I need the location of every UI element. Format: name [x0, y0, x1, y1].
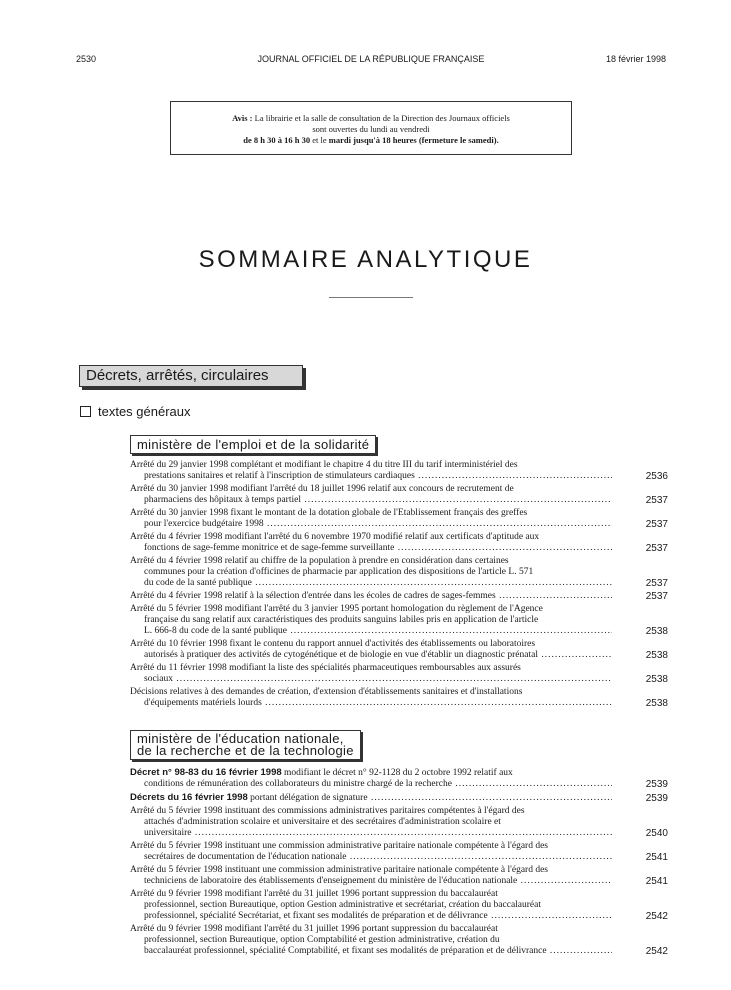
entry-first-line-text: Arrêté du 5 février 1998 instituant une commission administrative paritaire nationale compétente à l'égard des [130, 865, 548, 875]
entry-last-line-text: du code de la santé publique [144, 578, 252, 588]
entry-first-line [130, 639, 612, 650]
summary-entry[interactable] [130, 889, 668, 922]
notice-tuesday: mardi jusqu'à 18 heures (fermeture le samedi). [328, 135, 499, 145]
entry-last-line-text: pour l'exercice budgétaire 1998 [144, 519, 264, 529]
notice-box [170, 101, 572, 155]
entry-first-line-text: Arrêté du 10 février 1998 fixant le contenu du rapport annuel d'activités des établissements ou laboratoires [130, 639, 536, 649]
entry-last-line [130, 779, 612, 790]
entry-text [130, 792, 612, 804]
entry-list-education [130, 767, 668, 959]
entry-text [130, 604, 612, 637]
entry-text [130, 460, 612, 482]
ministry-heading-emploi [130, 435, 376, 454]
entry-last-line [130, 946, 612, 957]
entry-bold-title: Décrets du 16 février 1998 [130, 792, 248, 803]
summary-entry[interactable] [130, 924, 668, 957]
entry-last-line-text: pharmaciens des hôpitaux à temps partiel [144, 495, 301, 505]
checkbox-square-icon [80, 406, 91, 417]
entry-last-line-text: universitaire [144, 828, 192, 838]
page-title: SOMMAIRE ANALYTIQUE [198, 246, 533, 273]
entry-page-number: 2542 [645, 946, 668, 957]
entry-first-line [130, 484, 612, 495]
entry-last-line [130, 876, 612, 887]
entry-first-line-text: Arrêté du 5 février 1998 instituant des commissions administratives paritaires compétentes à l'égard des [130, 806, 525, 816]
entry-page-number: 2536 [645, 471, 668, 482]
entry-text [130, 767, 612, 790]
entry-last-line [130, 828, 612, 839]
entry-page-number: 2539 [645, 793, 668, 804]
entry-page-number: 2538 [645, 674, 668, 685]
entry-last-line-text: professionnel, spécialité Secrétariat, et fixant ses modalités de préparation et de délivrance [144, 911, 488, 921]
summary-entry[interactable] [130, 792, 668, 804]
entry-last-line [130, 911, 612, 922]
ministry-name-line-2: de la recherche et de la technologie [137, 743, 354, 758]
entry-text [130, 663, 612, 685]
summary-entry[interactable] [130, 484, 668, 506]
journal-title: JOURNAL OFFICIEL DE LA RÉPUBLIQUE FRANÇAISE [257, 54, 485, 64]
ministry-heading-education [130, 730, 361, 760]
entry-text [130, 556, 612, 589]
entry-first-line [130, 806, 612, 817]
entry-last-line [130, 495, 612, 506]
entry-text [130, 865, 612, 887]
subsection-heading [80, 404, 191, 419]
ministry-name-line-1: ministère de l'éducation nationale, [137, 731, 344, 746]
entry-page-number: 2539 [645, 779, 668, 790]
entry-line-text: portant délégation de signature [247, 793, 368, 803]
entry-page-number: 2540 [645, 828, 668, 839]
entry-last-line-text: L. 666-8 du code de la santé publique [144, 626, 287, 636]
entry-page-number: 2537 [645, 495, 668, 506]
entry-first-line [130, 604, 612, 615]
summary-entry[interactable] [130, 591, 668, 602]
entry-first-line [130, 767, 612, 779]
entry-first-line [130, 865, 612, 876]
notice-connector: et le [312, 135, 327, 145]
entry-last-line-text: techniciens de laboratoire des établissements d'enseignement du ministère de l'éducation nationale [144, 876, 518, 886]
summary-entry[interactable] [130, 841, 668, 863]
summary-entry[interactable] [130, 639, 668, 661]
entry-continuation-line: attachés d'administration scolaire et universitaire et des secrétaires d'administration scolaire et [144, 817, 501, 827]
summary-entry[interactable] [130, 687, 668, 709]
entry-page-number: 2542 [645, 911, 668, 922]
entry-page-number: 2538 [645, 626, 668, 637]
entry-last-line [130, 543, 612, 554]
page-header [76, 54, 666, 68]
summary-entry[interactable] [130, 663, 668, 685]
entry-bold-title: Décret n° 98-83 du 16 février 1998 [130, 767, 282, 778]
entry-last-line [130, 626, 612, 637]
entry-continuation-line: française du sang relatif aux caractéristiques des produits sanguins labiles pris en application de l'article [144, 615, 539, 625]
subsection-label: textes généraux [98, 404, 191, 419]
entry-page-number: 2537 [645, 578, 668, 589]
entry-first-line [130, 508, 612, 519]
entry-last-line [130, 674, 612, 685]
entry-first-line-text: Arrêté du 4 février 1998 relatif au chiffre de la population à prendre en considération dans certaines [130, 556, 509, 566]
entry-text [130, 639, 612, 661]
entry-last-line [130, 578, 612, 589]
entry-first-line-text: Arrêté du 9 février 1998 modifiant l'arrêté du 31 juillet 1996 portant suppression du baccalauréat [130, 924, 498, 934]
entry-line [130, 792, 612, 804]
entry-line [130, 591, 612, 602]
entry-continuation-line: professionnel, section Bureautique, option Gestion administrative et secrétariat, création du baccalauréat [144, 900, 542, 910]
entry-page-number: 2537 [645, 591, 668, 602]
entry-first-line [130, 889, 612, 900]
entry-first-line-text: Arrêté du 11 février 1998 modifiant la liste des spécialités pharmaceutiques remboursables aux assurés [130, 663, 521, 673]
entry-first-line [130, 460, 612, 471]
title-divider [329, 297, 413, 298]
entry-text [130, 591, 612, 602]
entry-last-line-text: prestations sanitaires et relatif à l'inscription de stimulateurs cardiaques [144, 471, 415, 481]
entry-text [130, 484, 612, 506]
notice-label: Avis : [232, 113, 253, 123]
entry-first-line-text: Arrêté du 30 janvier 1998 fixant le montant de la dotation globale de l'Etablissement français des greffes [130, 508, 528, 518]
entry-page-number: 2537 [645, 543, 668, 554]
entry-text [130, 532, 612, 554]
summary-entry[interactable] [130, 532, 668, 554]
entry-first-line [130, 841, 612, 852]
category-heading: Décrets, arrêtés, circulaires [79, 365, 303, 387]
entry-text [130, 687, 612, 709]
summary-entry[interactable] [130, 556, 668, 589]
entry-text [130, 806, 612, 839]
entry-last-line-text: d'équipements matériels lourds [144, 698, 262, 708]
entry-first-line-text: Décisions relatives à des demandes de création, d'extension d'établissements sanitaires et d'installations [130, 687, 523, 697]
entry-continuation-line: communes pour la création d'officines de pharmacie par application des dispositions de l'article L. 571 [144, 567, 534, 577]
page-number: 2530 [76, 54, 97, 64]
entry-last-line-text: baccalauréat professionnel, spécialité Comptabilité, et fixant ses modalités de préparation et de délivrance [144, 946, 547, 956]
entry-first-line-text: Arrêté du 4 février 1998 modifiant l'arrêté du 6 novembre 1970 modifié relatif aux certificats d'aptitude aux [130, 532, 540, 542]
entry-last-line [130, 698, 612, 709]
entry-list-emploi [130, 460, 668, 711]
entry-last-line-text: conditions de rémunération des collaborateurs du ministre chargé de la recherche [144, 779, 452, 789]
entry-page-number: 2538 [645, 698, 668, 709]
entry-text [130, 889, 612, 922]
entry-page-number: 2541 [645, 852, 668, 863]
entry-page-number: 2541 [645, 876, 668, 887]
entry-first-line [130, 556, 612, 567]
entry-first-line [130, 532, 612, 543]
summary-entry[interactable] [130, 508, 668, 530]
entry-text [130, 841, 612, 863]
entry-last-line-text: fonctions de sage-femme monitrice et de sage-femme surveillante [144, 543, 395, 553]
entry-last-line-text: secrétaires de documentation de l'éducation nationale [144, 852, 347, 862]
notice-line-1: La librairie et la salle de consultation de la Direction des Journaux officiels [254, 113, 510, 123]
entry-last-line-text: sociaux [144, 674, 174, 684]
notice-line-2: sont ouvertes du lundi au vendredi [312, 124, 430, 134]
summary-entry[interactable] [130, 604, 668, 637]
entry-last-line [130, 650, 612, 661]
entry-page-number: 2538 [645, 650, 668, 661]
entry-first-line-text: Arrêté du 29 janvier 1998 complétant et modifiant le chapitre 4 du titre III du tarif interministériel des [130, 460, 518, 470]
issue-date: 18 février 1998 [605, 54, 666, 64]
summary-entry[interactable] [130, 460, 668, 482]
summary-entry[interactable] [130, 806, 668, 839]
entry-first-line-text: Arrêté du 5 février 1998 modifiant l'arrêté du 3 janvier 1995 portant homologation du règlement de l'Agence [130, 604, 543, 614]
entry-continuation-line: professionnel, section Bureautique, option Comptabilité et gestion administrative, création du [144, 935, 500, 945]
summary-entry[interactable] [130, 767, 668, 790]
ministry-name: ministère de l'emploi et de la solidarité [137, 437, 370, 452]
entry-last-line-text: autorisés à pratiquer des activités de cytogénétique et de biologie en vue d'établir un diagnostic prénatal [144, 650, 538, 660]
entry-line-text: Arrêté du 4 février 1998 relatif à la sélection d'entrée dans les écoles de cadres de sages-femmes [130, 591, 496, 601]
entry-first-line-text: Arrêté du 30 janvier 1998 modifiant l'arrêté du 18 juillet 1996 relatif aux concours de recrutement de [130, 484, 514, 494]
summary-entry[interactable] [130, 865, 668, 887]
entry-last-line [130, 852, 612, 863]
notice-hours: de 8 h 30 à 16 h 30 [243, 135, 311, 145]
entry-first-line [130, 687, 612, 698]
entry-page-number: 2537 [645, 519, 668, 530]
entry-first-line [130, 663, 612, 674]
entry-first-line-text: Arrêté du 5 février 1998 instituant une commission administrative paritaire nationale compétente à l'égard des [130, 841, 548, 851]
entry-last-line [130, 519, 612, 530]
entry-first-line-text: modifiant le décret n° 92-1128 du 2 octobre 1992 relatif aux [281, 768, 513, 778]
entry-first-line [130, 924, 612, 935]
entry-text [130, 924, 612, 957]
entry-text [130, 508, 612, 530]
entry-last-line [130, 471, 612, 482]
entry-first-line-text: Arrêté du 9 février 1998 modifiant l'arrêté du 31 juillet 1996 portant suppression du baccalauréat [130, 889, 498, 899]
